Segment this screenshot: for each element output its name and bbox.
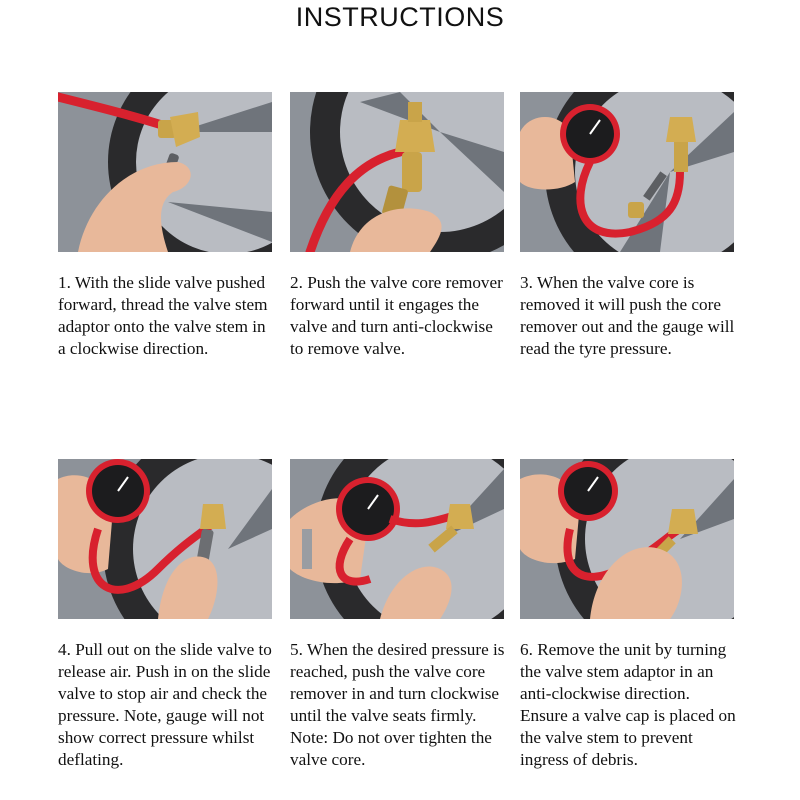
step-6 bbox=[520, 459, 736, 771]
step-4-photo bbox=[58, 459, 272, 619]
step-2-caption: 2. Push the valve core remover forward until it engages the valve and turn anti-clockwise to remove valve. bbox=[290, 273, 503, 358]
step-6-photo bbox=[520, 459, 734, 619]
step-1-caption: 1. With the slide valve pushed forward, thread the valve stem adaptor onto the valve stem in a clockwise direction. bbox=[58, 273, 268, 358]
step-1 bbox=[58, 92, 274, 360]
step-5 bbox=[290, 459, 506, 771]
step-2-photo bbox=[290, 92, 504, 252]
step-6-caption: 6. Remove the unit by turning the valve stem adaptor in an anti-clockwise direction. Ensure a valve cap is placed on the valve stem to prevent ingress of debris. bbox=[520, 640, 736, 769]
page-title: INSTRUCTIONS bbox=[295, 2, 505, 32]
step-4-caption: 4. Pull out on the slide valve to release air. Push in on the slide valve to stop air and check the pressure. Note, gauge will not show correct pressure whilst deflating. bbox=[58, 640, 272, 769]
step-3-caption: 3. When the valve core is removed it will push the core remover out and the gauge will read the tyre pressure. bbox=[520, 273, 735, 358]
step-4 bbox=[58, 459, 274, 771]
step-2 bbox=[290, 92, 506, 360]
step-3 bbox=[520, 92, 736, 360]
step-5-caption: 5. When the desired pressure is reached, push the valve core remover in and turn clockwise until the valve seats firmly. Note: Do not over tighten the valve core. bbox=[290, 640, 505, 769]
step-3-photo bbox=[520, 92, 734, 252]
step-1-photo bbox=[58, 92, 272, 252]
step-5-photo bbox=[290, 459, 504, 619]
